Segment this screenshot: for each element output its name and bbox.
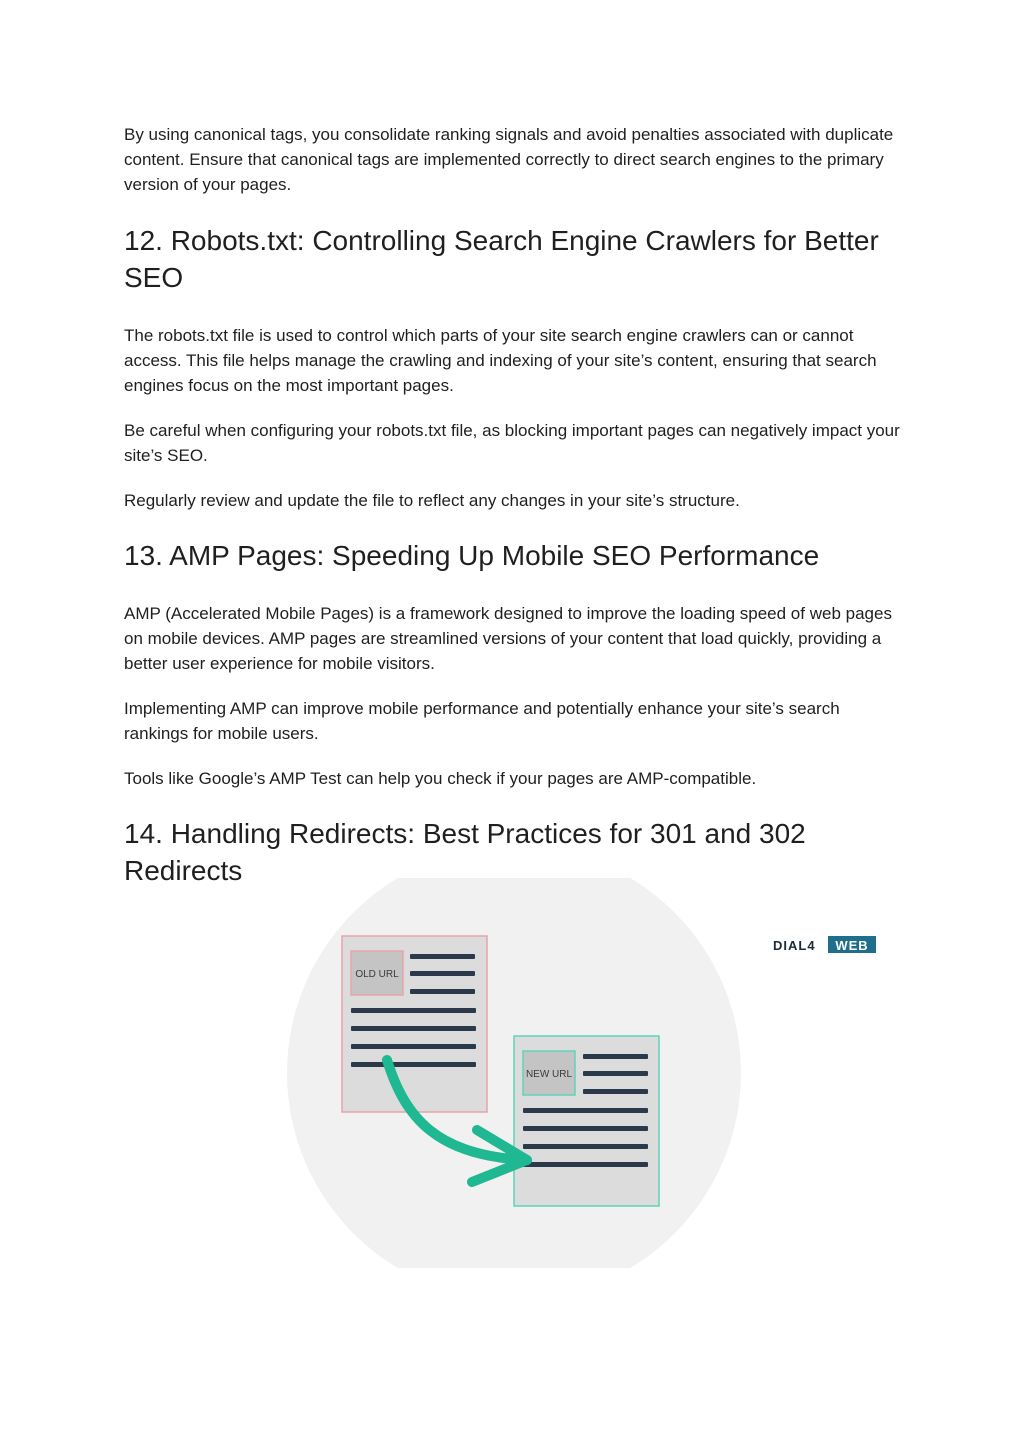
dial4web-logo bbox=[773, 936, 876, 953]
svg-text:WEB: WEB bbox=[835, 938, 869, 953]
paragraph-robots-caution: Be careful when configuring your robots.txt file, as blocking important pages can negatively impact your site’s SEO. bbox=[124, 421, 900, 465]
new-url-label: NEW URL bbox=[525, 1069, 573, 1080]
document-content bbox=[124, 122, 904, 889]
svg-text:DIAL4: DIAL4 bbox=[773, 938, 816, 953]
paragraph-robots-intro: The robots.txt file is used to control which parts of your site search engine crawlers can or cannot access. This file helps manage the crawling and indexing of your site’s content, ensuring that search engines focus on the most important pages. bbox=[124, 326, 877, 395]
old-url-label: OLD URL bbox=[355, 969, 399, 980]
paragraph-canonical-summary: By using canonical tags, you consolidate ranking signals and avoid penalties associated with duplicate content. Ensure that canonical tags are implemented correctly to direct search engines to the primary version of your pages. bbox=[124, 125, 894, 194]
heading-robots-txt: 12. Robots.txt: Controlling Search Engine Crawlers for Better SEO bbox=[124, 225, 879, 293]
paragraph-amp-intro: AMP (Accelerated Mobile Pages) is a framework designed to improve the loading speed of web pages on mobile devices. AMP pages are streamlined versions of your content that load quickly, providing a better user experience for mobile visitors. bbox=[124, 604, 892, 673]
paragraph-amp-tools: Tools like Google’s AMP Test can help you check if your pages are AMP-compatible. bbox=[124, 769, 757, 788]
new-page-document bbox=[514, 1036, 659, 1206]
old-page-document bbox=[342, 936, 487, 1112]
paragraph-amp-benefit: Implementing AMP can improve mobile performance and potentially enhance your site’s search rankings for mobile users. bbox=[124, 699, 840, 743]
paragraph-robots-review: Regularly review and update the file to reflect any changes in your site’s structure. bbox=[124, 491, 740, 510]
heading-amp-pages: 13. AMP Pages: Speeding Up Mobile SEO Performance bbox=[124, 540, 820, 571]
redirect-illustration-svg bbox=[287, 878, 887, 1268]
redirect-illustration bbox=[287, 878, 887, 1268]
heading-handling-redirects: 14. Handling Redirects: Best Practices for 301 and 302 Redirects bbox=[124, 818, 806, 886]
